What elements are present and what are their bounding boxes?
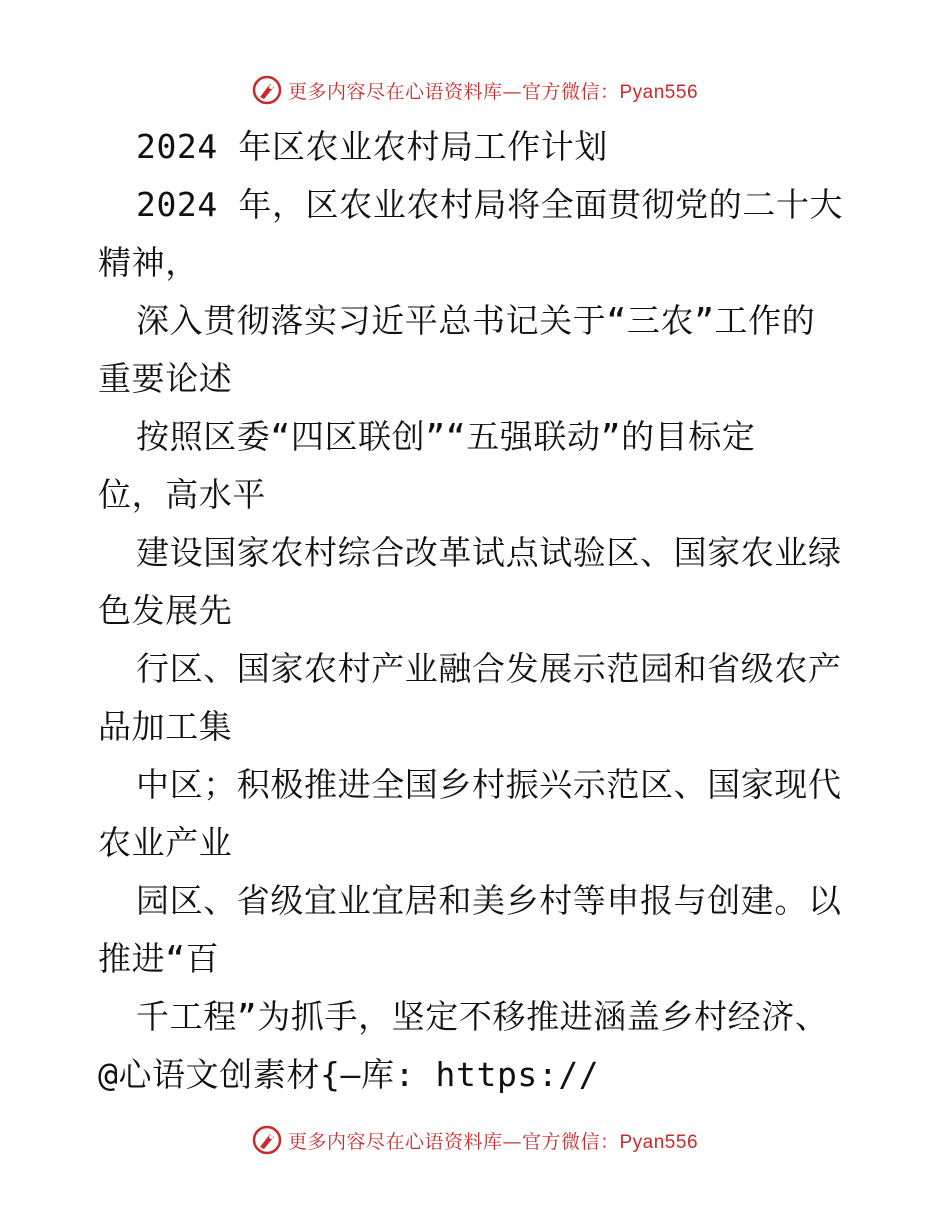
pen-nib-logo-icon — [252, 1125, 282, 1155]
text-line: 深入贯彻落实习近平总书记关于“三农”工作的 — [136, 301, 816, 340]
text-line: 品加工集 — [98, 707, 233, 746]
text-line: 建设国家农村综合改革试点试验区、国家农业绿 — [136, 533, 842, 572]
text-line: 按照区委“四区联创”“五强联动”的目标定 — [136, 417, 756, 456]
banner-account: Pyan556 — [619, 81, 699, 103]
banner-text — [288, 77, 698, 104]
banner-prefix: 更多内容尽在心语资料库—官方微信： — [287, 1130, 620, 1153]
banner-text — [288, 1127, 698, 1154]
text-line: 色发展先 — [98, 591, 233, 630]
banner-account: Pyan556 — [619, 1131, 699, 1153]
text-line: 位，高水平 — [98, 475, 266, 514]
banner-prefix: 更多内容尽在心语资料库—官方微信： — [287, 80, 620, 103]
text-line: 行区、国家农村产业融合发展示范园和省级农产 — [136, 649, 842, 688]
footer-watermark-banner — [0, 1120, 950, 1160]
text-line: 中区；积极推进全国乡村振兴示范区、国家现代 — [136, 765, 842, 804]
text-line: 园区、省级宜业宜居和美乡村等申报与创建。以 — [136, 881, 842, 920]
text-line: 重要论述 — [98, 359, 233, 398]
text-line: 精神， — [98, 243, 199, 282]
text-line: @心语文创素材{—库: https:// — [98, 1055, 600, 1094]
text-line: 推进“百 — [98, 939, 220, 978]
pen-nib-logo-icon — [252, 75, 282, 105]
text-line: 千工程”为抓手，坚定不移推进涵盖乡村经济、 — [136, 997, 829, 1036]
text-line: 2024 年，区农业农村局将全面贯彻党的二十大 — [136, 185, 844, 224]
header-watermark-banner — [0, 70, 950, 110]
text-line: 农业产业 — [98, 823, 233, 862]
document-title: 2024 年区农业农村局工作计划 — [136, 127, 608, 166]
document-body — [98, 118, 878, 1104]
